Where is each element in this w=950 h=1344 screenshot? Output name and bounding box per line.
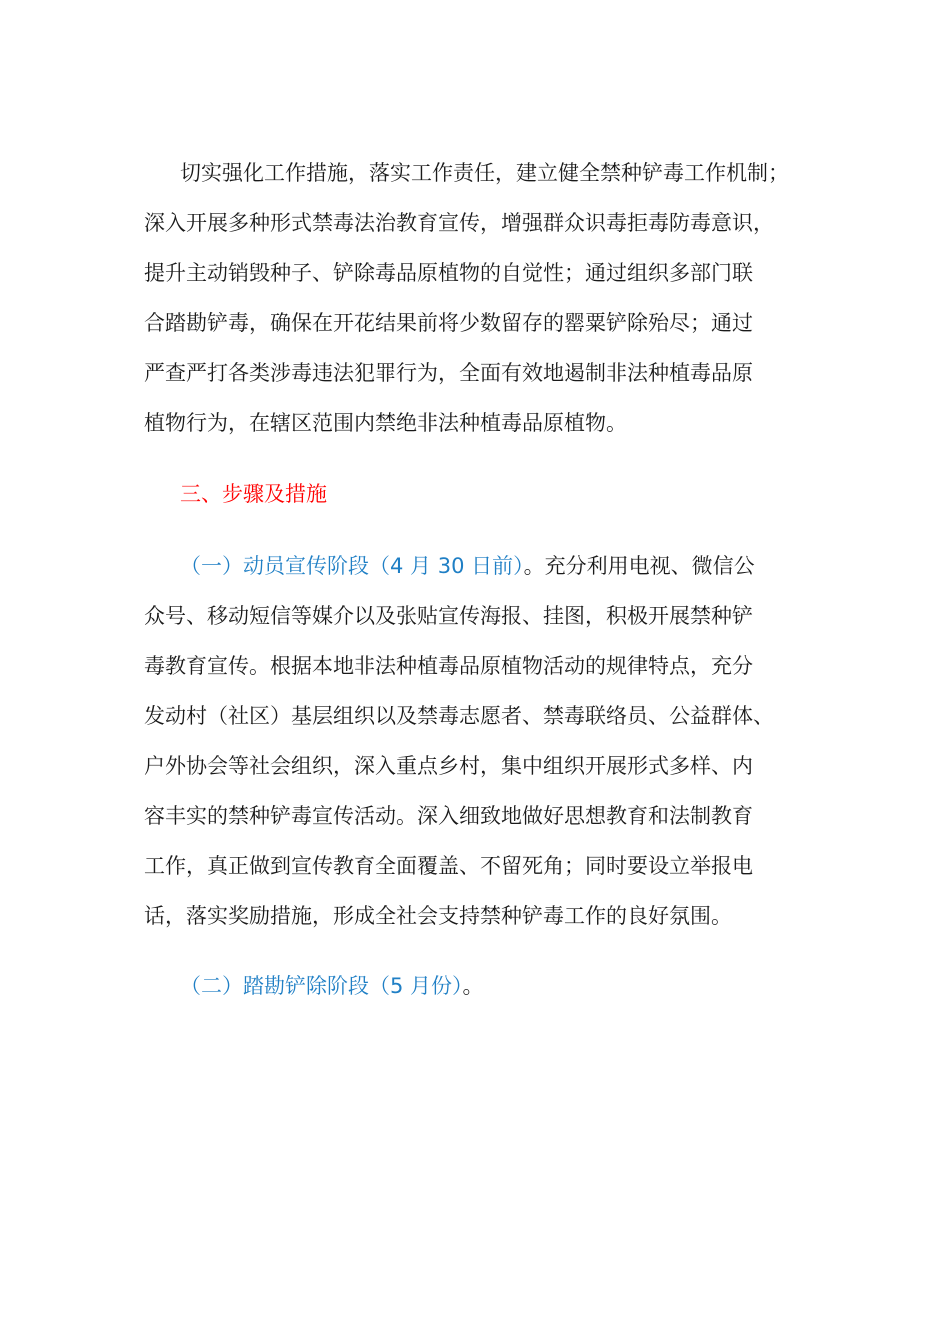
text-line [144, 541, 816, 591]
section-3-heading: 三、步骤及措施 [180, 482, 327, 506]
phase-1-title: （一）动员宣传阶段（4 月 30 日前） [180, 554, 524, 578]
phase-2-rest: 。 [462, 974, 484, 998]
text-line [144, 961, 816, 1011]
text-line: 户外协会等社会组织，深入重点乡村，集中组织开展形式多样、内 [144, 754, 753, 778]
text-line: 容丰实的禁种铲毒宣传活动。深入细致地做好思想教育和法制教育 [144, 804, 753, 828]
text-line: 毒教育宣传。根据本地非法种植毒品原植物活动的规律特点，充分 [144, 654, 753, 678]
text-line: 切实强化工作措施，落实工作责任，建立健全禁种铲毒工作机制； [180, 161, 789, 185]
phase-2-title: （二）踏勘铲除阶段（5 月份） [180, 974, 463, 998]
text-line: 合踏勘铲毒，确保在开花结果前将少数留存的罂粟铲除殆尽；通过 [144, 311, 753, 335]
text-line: 严查严打各类涉毒违法犯罪行为，全面有效地遏制非法种植毒品原 [144, 361, 753, 385]
text-line: 发动村（社区）基层组织以及禁毒志愿者、禁毒联络员、公益群体、 [144, 704, 774, 728]
paragraph-phase-2 [144, 961, 816, 1011]
text-line: 深入开展多种形式禁毒法治教育宣传，增强群众识毒拒毒防毒意识， [144, 211, 774, 235]
text-line: 提升主动销毁种子、铲除毒品原植物的自觉性；通过组织多部门联 [144, 261, 753, 285]
paragraph-goals [144, 148, 816, 448]
text-line: 话，落实奖励措施，形成全社会支持禁种铲毒工作的良好氛围。 [144, 904, 732, 928]
text-line: 工作，真正做到宣传教育全面覆盖、不留死角；同时要设立举报电 [144, 854, 753, 878]
text-line: 众号、移动短信等媒介以及张贴宣传海报、挂图，积极开展禁种铲 [144, 604, 753, 628]
phase-1-first-line-rest: 。充分利用电视、微信公 [523, 554, 755, 578]
paragraph-phase-1 [144, 541, 816, 941]
section-heading [144, 469, 816, 519]
text-line: 植物行为，在辖区范围内禁绝非法种植毒品原植物。 [144, 411, 627, 435]
